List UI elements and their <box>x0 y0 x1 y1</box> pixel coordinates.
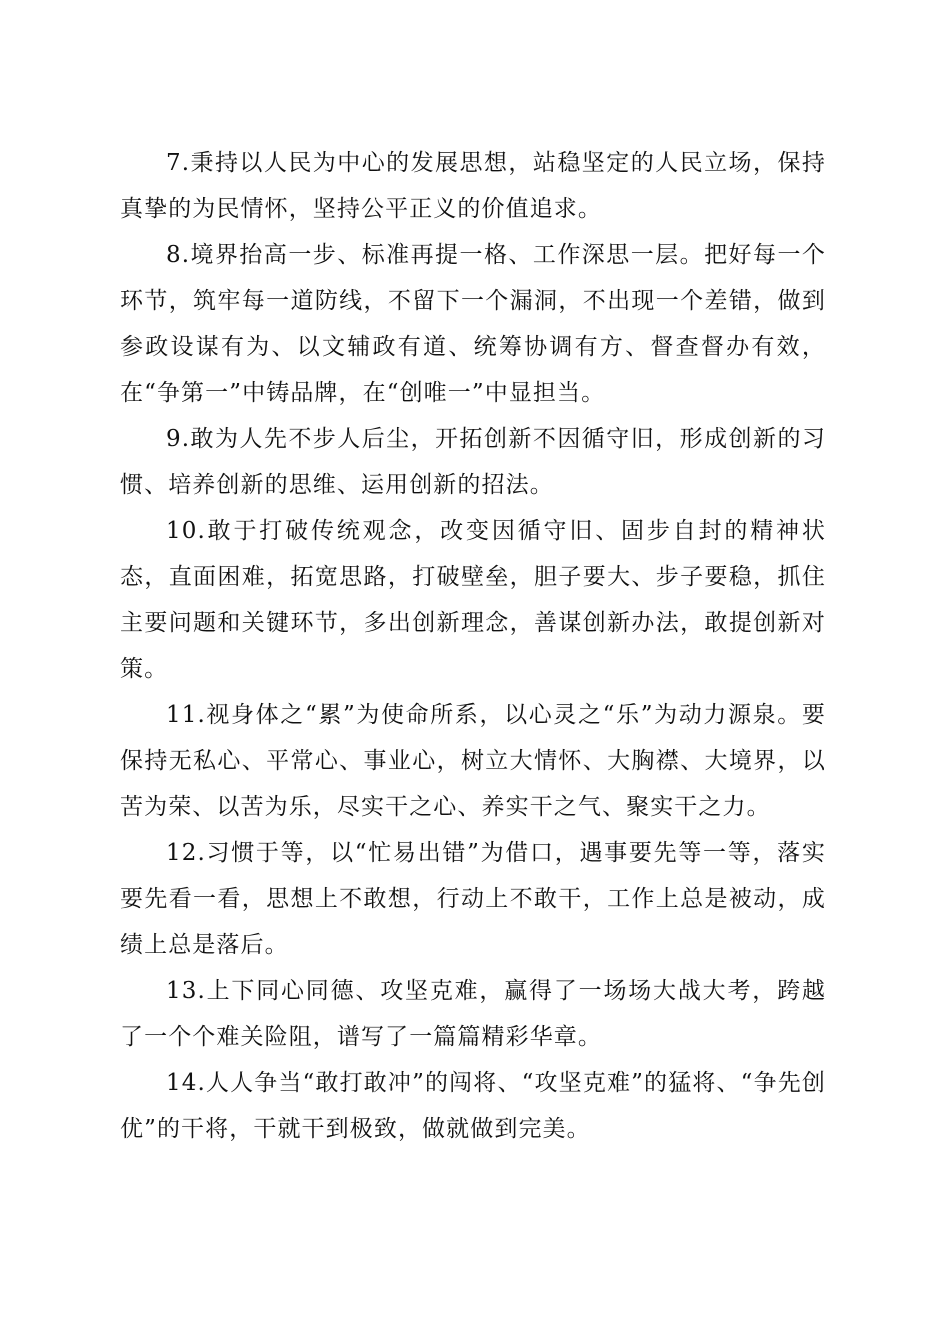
paragraph-11: 11.视身体之“累”为使命所系，以心灵之“乐”为动力源泉。要保持无私心、平常心、事业心，树立大情怀、大胸襟、大境界，以苦为荣、以苦为乐，尽实干之心、养实干之气、聚实干之力。 <box>120 702 826 820</box>
paragraph-7: 7.秉持以人民为中心的发展思想，站稳坚定的人民立场，保持真挚的为民情怀，坚持公平正义的价值追求。 <box>120 150 826 222</box>
paragraph-10: 10.敢于打破传统观念，改变因循守旧、固步自封的精神状态，直面困难，拓宽思路，打破壁垒，胆子要大、步子要稳，抓住主要问题和关键环节，多出创新理念，善谋创新办法，敢提创新对策。 <box>120 518 826 682</box>
paragraph-9: 9.敢为人先不步人后尘，开拓创新不因循守旧，形成创新的习惯、培养创新的思维、运用创新的招法。 <box>120 426 826 498</box>
paragraph-14: 14.人人争当“敢打敢冲”的闯将、“攻坚克难”的猛将、“争先创优”的干将，干就干到极致，做就做到完美。 <box>120 1070 826 1142</box>
document-body <box>120 140 826 1152</box>
paragraph-8: 8.境界抬高一步、标准再提一格、工作深思一层。把好每一个环节，筑牢每一道防线，不留下一个漏洞，不出现一个差错，做到参政设谋有为、以文辅政有道、统筹协调有方、督查督办有效，在“争第一”中铸品牌，在“创唯一”中显担当。 <box>120 242 826 406</box>
paragraph-12: 12.习惯于等，以“忙易出错”为借口，遇事要先等一等，落实要先看一看，思想上不敢想，行动上不敢干，工作上总是被动，成绩上总是落后。 <box>120 840 826 958</box>
paragraph-13: 13.上下同心同德、攻坚克难，赢得了一场场大战大考，跨越了一个个难关险阻，谱写了一篇篇精彩华章。 <box>120 978 826 1050</box>
